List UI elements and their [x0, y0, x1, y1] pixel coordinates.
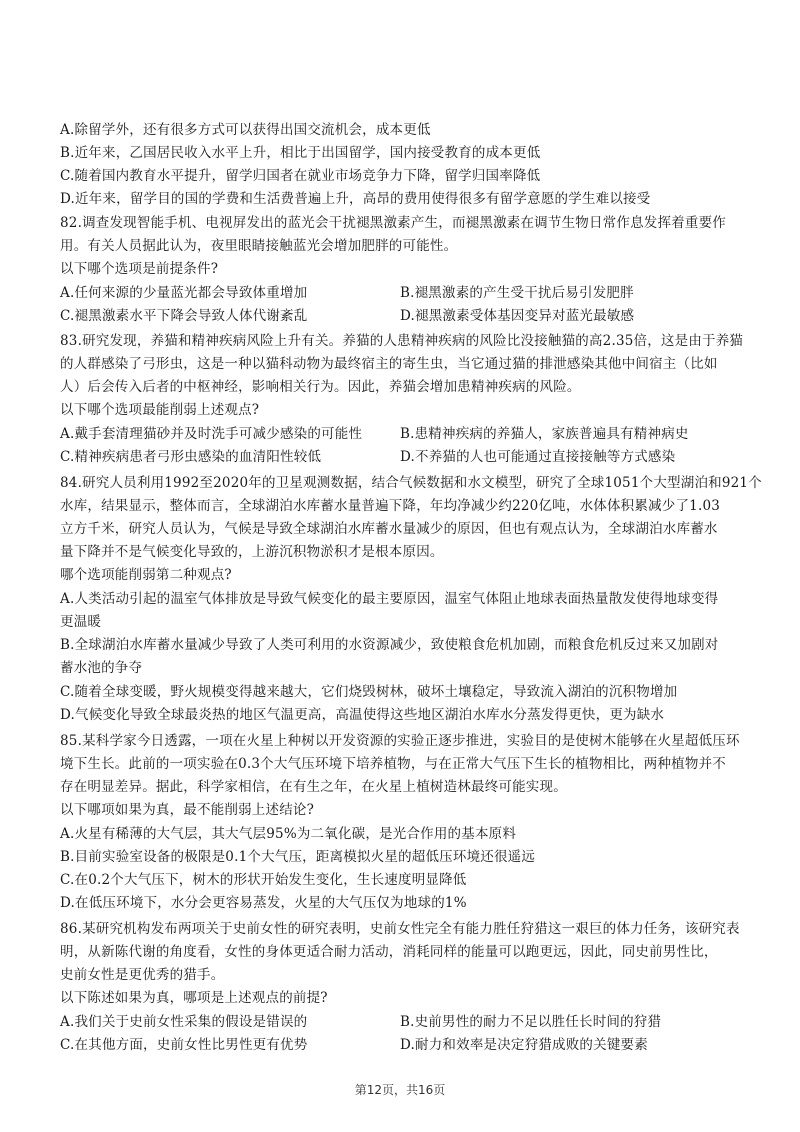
q83-stem-line-1: 83.研究发现，养猫和精神疾病风险上升有关。养猫的人患精神疾病的风险比没接触猫的高2.35倍，这是由于养猫: [60, 333, 744, 349]
q84-stem-line-1: 84.研究人员利用1992至2020年的卫星观测数据，结合气候数据和水文模型，研究了全球1051个大型湖泊和921个: [60, 475, 762, 491]
q85-stem-line-3: 存在明显差异。据此，科学家相信，在有生之年，在火星上植树造林最终可能实现。: [60, 779, 567, 795]
q85-option-b: B.目前实验室设备的极限是0.1个大气压，距离模拟火星的超低压环境还很遥远: [60, 849, 536, 865]
q81-option-c: C.随着国内教育水平提升，留学归国者在就业市场竞争力下降，留学归国率降低: [60, 168, 541, 184]
q84-option-c: C.随着全球变暖，野火规模变得越来越大，它们烧毁树林，破坏土壤稳定，导致流入湖泊的沉积物增加: [60, 684, 678, 700]
q86-option-a: A.我们关于史前女性采集的假设是错误的: [60, 1014, 308, 1030]
q82-option-c: C.褪黑激素水平下降会导致人体代谢紊乱: [60, 308, 308, 324]
q85-stem-line-1: 85.某科学家今日透露，一项在火星上种树以开发资源的实验正逐步推进，实验目的是使树木能够在火星超低压环: [60, 733, 740, 749]
q85-stem-line-2: 境下生长。此前的一项实验在0.3个大气压环境下培养植物，与在正常大气压下生长的植物相比，两种植物并不: [60, 756, 726, 772]
q86-stem-line-3: 史前女性是更优秀的猎手。: [60, 967, 225, 983]
q83-option-c: C.精神疾病患者弓形虫感染的血清阳性较低: [60, 449, 322, 465]
q82-option-a: A.任何来源的少量蓝光都会导致体重增加: [60, 285, 308, 301]
q83-option-a: A.戴手套清理猫砂并及时洗手可减少感染的可能性: [60, 426, 363, 442]
q83-option-b: B.患精神疾病的养猫人，家族普遍具有精神病史: [400, 426, 689, 442]
page-number-footer: 第12页，共16页: [354, 1083, 446, 1097]
q81-option-a: A.除留学外，还有很多方式可以获得出国交流机会，成本更低: [60, 122, 431, 138]
q83-question: 以下哪个选项最能削弱上述观点?: [60, 402, 260, 418]
q84-option-d: D.气候变化导致全球最炎热的地区气温更高，高温使得这些地区湖泊水库水分蒸发得更快，更为缺水: [60, 707, 665, 723]
q84-option-a-line-1: A.人类活动引起的温室气体排放是导致气候变化的最主要原因，温室气体阻止地球表面热量散发使得地球变得: [60, 591, 719, 607]
q84-stem-line-3: 立方千米，研究人员认为，气候是导致全球湖泊水库蓄水量减少的原因，但也有观点认为，全球湖泊水库蓄水: [60, 521, 718, 537]
q82-option-d: D.褪黑激素受体基因变异对蓝光最敏感: [400, 308, 635, 324]
q84-stem-line-4: 量下降并不是气候变化导致的，上游沉积物淤积才是根本原因。: [60, 544, 444, 560]
q84-question: 哪个选项能削弱第二种观点?: [60, 567, 232, 583]
q82-stem-line-1: 82.调查发现智能手机、电视屏发出的蓝光会干扰褪黑激素产生，而褪黑激素在调节生物日常作息发挥着重要作: [60, 215, 726, 231]
q84-option-b-line-1: B.全球湖泊水库蓄水量减少导致了人类可利用的水资源减少，致使粮食危机加剧，而粮食危机反过来又加剧对: [60, 637, 719, 653]
q86-stem-line-2: 明，从新陈代谢的角度看，女性的身体更适合耐力活动，消耗同样的能量可以跑更远，因此，同史前男性比，: [60, 944, 718, 960]
q81-option-b: B.近年来，乙国居民收入水平上升，相比于出国留学，国内接受教育的成本更低: [60, 145, 541, 161]
q82-stem-line-2: 用。有关人员据此认为，夜里眼睛接触蓝光会增加肥胖的可能性。: [60, 238, 458, 254]
q86-option-d: D.耐力和效率是决定狩猎成败的关键要素: [400, 1037, 648, 1053]
q85-option-a: A.火星有稀薄的大气层，其大气层95%为二氧化碳，是光合作用的基本原料: [60, 826, 517, 842]
q83-stem-line-2: 的人群感染了弓形虫，这是一种以猫科动物为最终宿主的寄生虫，当它通过猫的排泄感染其他中间宿主（比如: [60, 356, 718, 372]
q84-option-a-line-2: 更温暖: [60, 614, 102, 630]
q83-stem-line-3: 人）后会传入后者的中枢神经，影响相关行为。因此，养猫会增加患精神疾病的风险。: [60, 379, 581, 395]
q85-option-d: D.在低压环境下，水分会更容易蒸发，火星的大气压仅为地球的1%: [60, 895, 467, 911]
q83-option-d: D.不养猫的人也可能通过直接接触等方式感染: [400, 449, 676, 465]
q85-option-c: C.在0.2个大气压下，树木的形状开始发生变化，生长速度明显降低: [60, 872, 467, 888]
q81-option-d: D.近年来，留学目的国的学费和生活费普遍上升，高昂的费用使得很多有留学意愿的学生难以接受: [60, 191, 651, 207]
q86-question: 以下陈述如果为真，哪项是上述观点的前提?: [60, 990, 328, 1006]
q84-option-b-line-2: 蓄水池的争夺: [60, 660, 143, 676]
q86-option-c: C.在其他方面，史前女性比男性更有优势: [60, 1037, 308, 1053]
q86-option-b: B.史前男性的耐力不足以胜任长时间的狩猎: [400, 1014, 662, 1030]
q85-question: 以下哪项如果为真，最不能削弱上述结论?: [60, 802, 315, 818]
q82-option-b: B.褪黑激素的产生受干扰后易引发肥胖: [400, 285, 634, 301]
q84-stem-line-2: 水库，结果显示，整体而言，全球湖泊水库蓄水量普遍下降，年均净减少约220亿吨，水体体积累减少了1.03: [60, 498, 721, 514]
q82-question: 以下哪个选项是前提条件?: [60, 261, 219, 277]
q86-stem-line-1: 86.某研究机构发布两项关于史前女性的研究表明，史前女性完全有能力胜任狩猎这一艰巨的体力任务，该研究表: [60, 921, 740, 937]
